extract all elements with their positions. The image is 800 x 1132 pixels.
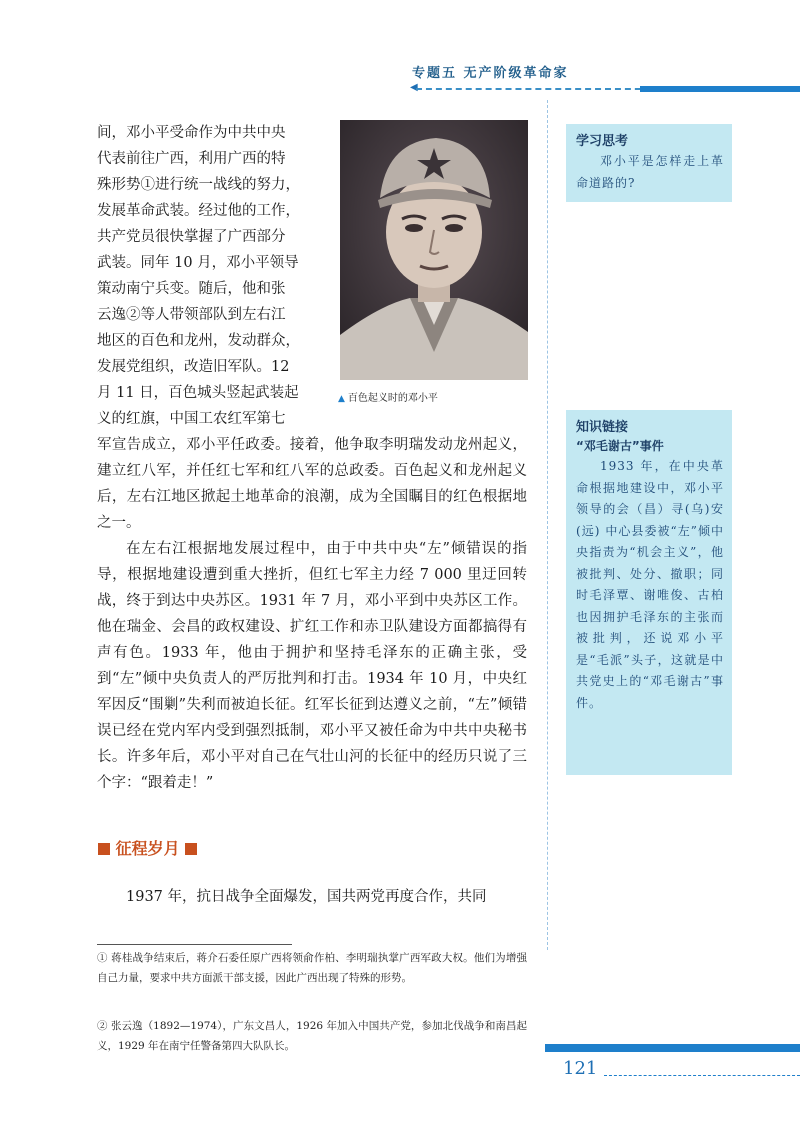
footer-dashed-rule (604, 1075, 800, 1076)
para1-line: 发展革命武装。经过他的工作， (97, 203, 300, 219)
portrait-illustration (340, 120, 528, 380)
heading-square-icon (98, 843, 110, 855)
footnote-rule (97, 944, 292, 945)
para1-line: 策动南宁兵变。随后，他和张 (97, 281, 286, 297)
para1-line: 义的红旗，中国工农红军第七 (97, 411, 286, 427)
heading-square-icon (185, 843, 197, 855)
header-accent-bar (640, 86, 800, 92)
caption-triangle-icon: ▲ (338, 394, 345, 404)
section-heading-text: 征程岁月 (115, 839, 180, 858)
footnote-1: ① 蒋桂战争结束后，蒋介石委任原广西将领俞作柏、李明瑞执掌广西军政大权。他们为增强自己力量，要求中共方面派干部支援，因此广西出现了特殊的形势。 (97, 952, 527, 984)
deng-xiaoping-portrait-photo (340, 120, 528, 380)
para1-line: 共产党员很快掌握了广西部分 (97, 229, 286, 245)
footer-accent-bar (545, 1044, 800, 1052)
para1-line: 代表前往广西，利用广西的特 (97, 151, 286, 167)
paragraph-3: 1937 年，抗日战争全面爆发，国共两党再度合作，共同 (126, 889, 487, 905)
study-reflection-text: 邓小平是怎样走上革命道路的? (576, 154, 724, 190)
header-arrow-icon: ◀ (410, 82, 418, 93)
para1-line: 发展党组织，改造旧军队。12 (97, 359, 290, 375)
para1-line: 月 11 日，百色城头竖起武装起 (97, 385, 299, 401)
para1-line: 间，邓小平受命作为中共中央 (97, 125, 286, 141)
para1-line: 武装。同年 10 月，邓小平领导 (97, 255, 299, 271)
page-number: 121 (563, 1058, 598, 1079)
footnote-2: ② 张云逸（1892—1974），广东文昌人，1926 年加入中国共产党，参加北伐战争和南昌起义，1929 年在南宁任警备第四大队队长。 (97, 1020, 527, 1052)
chapter-header-title: 专题五 无产阶级革命家 (412, 66, 569, 81)
paragraph-1-continued: 军宣告成立，邓小平任政委。接着，他争取李明瑞发动龙州起义，建立红八军，并任红七军和红八军的总政委。百色起义和龙州起义后，左右江地区掀起土地革命的浪潮，成为全国瞩目的红色根据地之一。 (97, 437, 527, 531)
study-reflection-title: 学习思考 (576, 134, 629, 149)
photo-caption (338, 389, 438, 404)
sidebar-divider (547, 100, 548, 950)
section-heading (98, 836, 197, 859)
paragraph-1-wrapped (97, 120, 327, 432)
paragraph-2: 在左右江根据地发展过程中，由于中共中央“左”倾错误的指导，根据地建设遭到重大挫折，但红七军主力经 7 000 里迂回转战，终于到达中央苏区。1931 年 7 月，邓小平到中央苏区工作。他在瑞金、会昌的政权建设、扩红工作和赤卫队建设方面都搞得有声有色。1933 年，他由于拥护和坚持毛泽东的正确主张，受到“左”倾中央负责人的严厉批判和打击。1934 年 10 月，中央红军因反“围剿”失利而被迫长征。红军长征到达遵义之前，“左”倾错误已经在党内军内受到强烈抵制，邓小平又被任命为中共中央秘书长。许多年后，邓小平对自己在气壮山河的长征中的经历只说了三个字：“跟着走！” (97, 541, 527, 791)
knowledge-link-title: 知识链接 (576, 420, 629, 435)
para1-line: 云逸②等人带领部队到左右江 (97, 307, 286, 323)
knowledge-link-box (566, 410, 732, 775)
knowledge-link-text: 1933 年，在中央革命根据地建设中，邓小平领导的会（昌）寻(乌)安(远) 中心县委被“左”倾中央指责为“机会主义”，他被批判、处分、撤职；同时毛泽覃、谢唯俊、古柏也因拥护毛泽东的主张而被批判，还说邓小平是“毛派”头子，这就是中共党史上的“邓毛谢古”事件。 (576, 459, 724, 710)
para1-line: 地区的百色和龙州，发动群众， (97, 333, 300, 349)
study-reflection-box (566, 124, 732, 202)
para1-line: 殊形势①进行统一战线的努力， (97, 177, 300, 193)
knowledge-link-subtitle: “邓毛谢古”事件 (576, 439, 664, 453)
photo-caption-text: 百色起义时的邓小平 (347, 393, 438, 404)
